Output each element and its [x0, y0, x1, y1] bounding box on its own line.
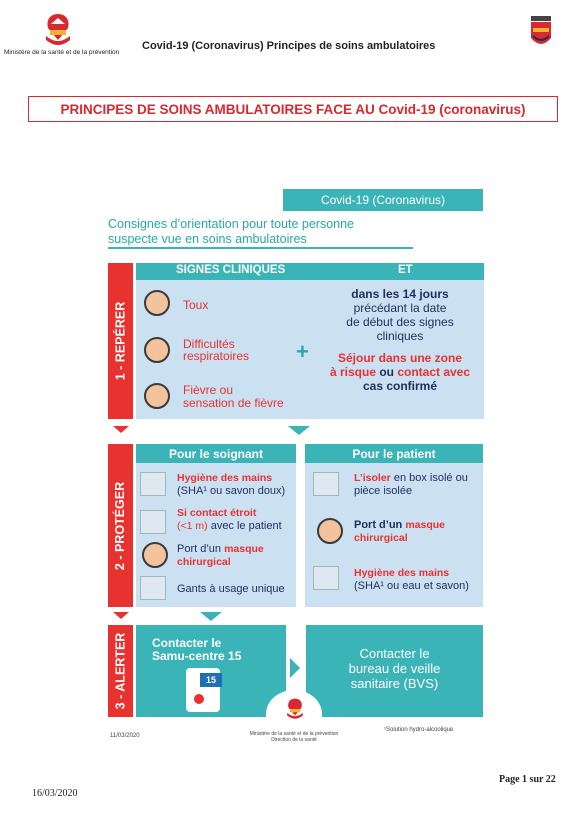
patient-isolate: L’isoler en box isolé ou pièce isolée	[354, 472, 468, 497]
sign-fever-2: sensation de fièvre	[183, 396, 284, 410]
gloves-icon	[140, 576, 166, 600]
sign-fever-1: Fièvre ou	[183, 383, 234, 397]
infographic-subtitle	[108, 217, 408, 247]
breathing-person-icon	[144, 337, 170, 363]
fever-person-icon	[144, 383, 170, 409]
criteria-line-4: cliniques	[376, 329, 424, 343]
criteria-line-3: de début des signes	[346, 315, 454, 329]
masked-caregiver-icon	[142, 542, 168, 568]
header-title: Covid-19 (Coronavirus) Principes de soins ambulatoires	[142, 40, 436, 52]
emblem-logo	[527, 14, 555, 52]
step3-side-label: 3 - ALERTER	[108, 625, 133, 717]
clinical-signs-header: SIGNES CLINIQUES	[176, 264, 286, 276]
criteria-line-2: précédant la date	[353, 301, 447, 315]
step2-side-label: 2 - PROTÉGER	[108, 444, 133, 607]
sign-breathing-2: respiratoires	[183, 349, 250, 363]
footer-ministry: Ministère de la santé et de la prévention Direction de la santé	[249, 731, 339, 743]
page-number: Page 1 sur 22	[499, 774, 556, 785]
risk-label: à risque	[329, 365, 376, 379]
handwash-icon	[140, 472, 166, 496]
close-contact-icon	[140, 510, 166, 534]
step1-side-label: 1 - REPÉRER	[108, 263, 133, 419]
exposure-criteria	[320, 287, 480, 393]
masked-patient-icon	[317, 518, 343, 544]
step1-arrow-teal	[288, 426, 310, 435]
main-title-box	[28, 96, 558, 122]
patient-header: Pour le patient	[305, 444, 483, 463]
contact-samu: Contacter le Samu-centre 15	[152, 636, 242, 663]
subtitle-line-2: suspecte vue en soins ambulatoires	[108, 232, 307, 246]
contact-label: contact avec	[397, 365, 471, 379]
plus-sign: +	[296, 339, 309, 364]
step1-header	[136, 263, 484, 280]
infographic-date: 11/03/2020	[110, 733, 140, 739]
footnote: ¹Solution hydro-alcoolique	[384, 727, 454, 733]
patient-mask: Port d’un masque chirurgical	[354, 519, 446, 544]
isolation-bed-icon	[313, 472, 339, 496]
covid-tag: Covid-19 (Coronavirus)	[283, 189, 483, 211]
subtitle-underline	[108, 247, 413, 249]
sign-breathing-1: Difficultés	[183, 337, 235, 351]
ministry-logo	[38, 10, 78, 50]
sign-cough: Toux	[183, 298, 209, 312]
caregiver-gloves: Gants à usage unique	[177, 583, 285, 595]
caregiver-close-contact: Si contact étroit (<1 m) avec le patient	[177, 507, 282, 532]
main-title: PRINCIPES DE SOINS AMBULATOIRES FACE AU Covid-19 (coronavirus)	[60, 101, 526, 117]
contact-bvs: Contacter le bureau de veille sanitaire (BVS)	[348, 646, 441, 691]
cough-person-icon	[144, 290, 170, 316]
document-date: 16/03/2020	[32, 788, 78, 799]
subtitle-line-1: Consignes d’orientation pour toute personne	[108, 217, 355, 231]
confirmed-case: cas confirmé	[362, 379, 438, 393]
ministry-name: Ministère de la santé et de la prévention	[4, 49, 120, 56]
and-header: ET	[398, 264, 413, 276]
phone-icon: 15	[186, 668, 220, 712]
caregiver-hand-hygiene: Hygiène des mains (SHA¹ ou savon doux)	[177, 472, 286, 497]
footer-ministry-logo	[282, 696, 308, 722]
patient-hand-hygiene: Hygiène des mains (SHA¹ ou eau et savon)	[354, 567, 469, 592]
patient-handwash-icon	[313, 566, 339, 590]
step2-arrow-teal	[200, 612, 222, 621]
caregiver-mask: Port d’un masque chirurgical	[177, 543, 264, 568]
step2-arrow-red	[113, 612, 129, 619]
step3-arrow	[290, 658, 300, 678]
step1-arrow-red	[113, 426, 129, 433]
caregiver-header: Pour le soignant	[136, 444, 296, 463]
within-14-days: dans les 14 jours	[351, 287, 449, 301]
or-label: ou	[376, 365, 398, 379]
risk-zone-stay: Séjour dans une zone	[337, 351, 463, 365]
